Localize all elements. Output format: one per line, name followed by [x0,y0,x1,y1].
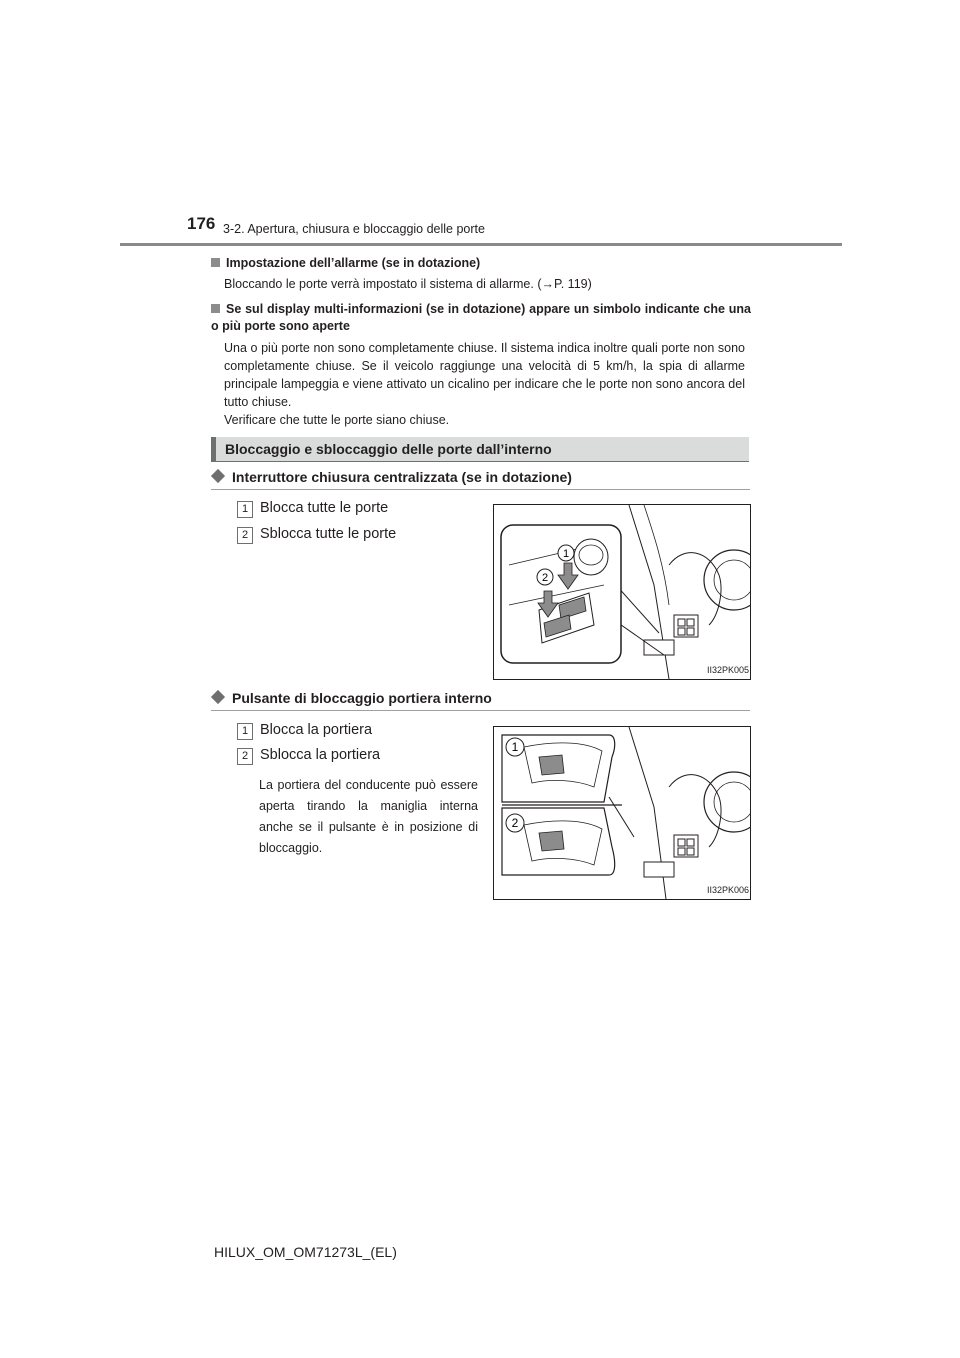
section-title-bar [211,437,216,461]
diamond-icon [211,690,225,704]
block-heading-display [211,301,751,335]
page-number: 176 [187,214,216,233]
callout-1: 1 [511,740,519,754]
figure-central-lock-switch [493,504,751,680]
diamond-icon [211,469,225,483]
subsection-divider [211,489,750,490]
number-badge: 1 [237,501,253,518]
square-bullet-icon [211,304,220,313]
figure-code: II32PK005 [707,665,750,675]
callout-2: 2 [511,816,519,830]
square-bullet-icon [211,258,220,267]
unlock-icon [539,831,564,851]
callout-1: 1 [562,548,570,560]
block-heading-text: Se sul display multi-informazioni (se in dotazione) appare un simbolo indicante che una o più porte sono aperte [211,302,751,333]
item-lock-all: Blocca tutte le porte [260,500,389,516]
number-badge: 2 [237,748,253,765]
figure-door-lock-button [493,726,751,900]
callout-2: 2 [541,572,549,584]
item-unlock-door: Sblocca la portiera [260,747,381,763]
body-line: Una o più porte non sono completamente chiuse. Il sistema indica inoltre quali porte non sono completamente chiuse. Se il veicolo raggiunge una velocità di 5 km/h, la spia di allarme principale lampeggia e viene attivato un cicalino per indicare che le porte non sono ancora del tutto chiuse. [224,341,745,409]
subsection-title-text: Interruttore chiusura centralizzata (se in dotazione) [232,469,572,485]
section-title-text: Bloccaggio e sbloccaggio delle porte dall’interno [225,441,552,457]
footer-doc-code: HILUX_OM_OM71273L_(EL) [214,1244,397,1260]
body-line: Verificare che tutte le porte siano chiuse. [224,413,450,427]
lock-icon [539,755,564,775]
header-divider [120,243,842,246]
subsection-title-text: Pulsante di bloccaggio portiera interno [232,690,492,706]
item-lock-door: Blocca la portiera [260,722,373,738]
section-title [211,437,749,462]
number-badge: 2 [237,527,253,544]
subsection-divider [211,710,750,711]
subsection-title-central-lock [211,469,572,485]
block-heading-text: Impostazione dell’allarme (se in dotazione) [226,256,481,270]
block-heading-alarm [211,255,751,272]
driver-door-note: La portiera del conducente può essere aperta tirando la maniglia interna anche se il pulsante è in posizione di bloccaggio. [259,778,478,855]
number-badge: 1 [237,723,253,740]
block-body-alarm: Bloccando le porte verrà impostato il sistema di allarme. (→P. 119) [224,277,592,291]
item-unlock-all: Sblocca tutte le porte [260,526,397,542]
block-body-display [224,339,745,429]
figure-code: II32PK006 [707,885,750,895]
subsection-title-door-lock-button [211,690,492,706]
section-header: 3-2. Apertura, chiusura e bloccaggio delle porte [223,222,485,236]
